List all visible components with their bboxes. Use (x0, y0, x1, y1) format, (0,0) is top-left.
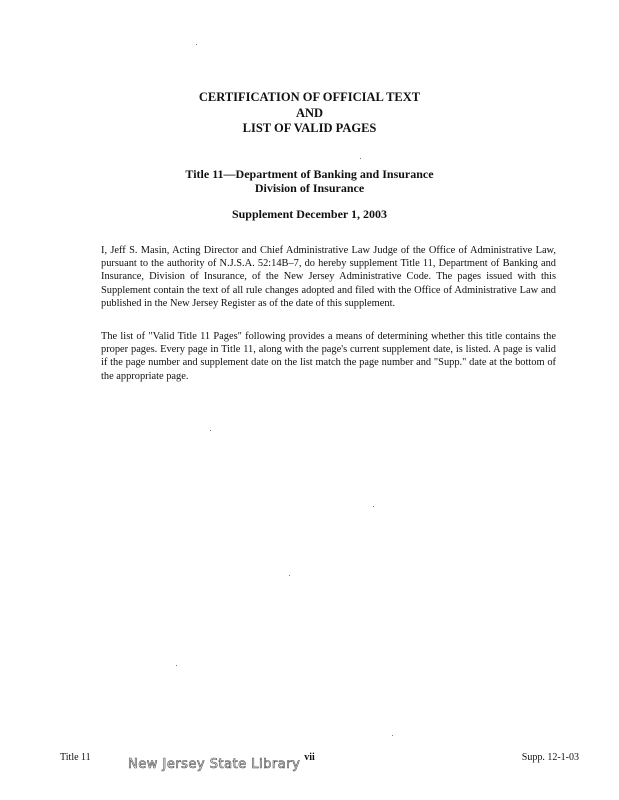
valid-pages-paragraph: The list of "Valid Title 11 Pages" following provides a means of determining whether this title contains the proper pages. Every page in Title 11, along with the page's current supplement date, is listed. A page is valid if the page number and supplement date on the list match the page number and "Supp." date at the bottom of the appropriate page. (101, 331, 556, 382)
title-heading (0, 167, 619, 195)
scan-speck (210, 430, 211, 431)
heading-line-3: LIST OF VALID PAGES (242, 121, 377, 135)
footer-title: Title 11 (60, 752, 91, 763)
scan-speck (373, 506, 374, 507)
certification-paragraph: I, Jeff S. Masin, Acting Director and Chief Administrative Law Judge of the Office of Administrative Law, pursuant to the authority of N.J.S.A. 52:14B–7, do hereby supplement Title 11, Department of Banking and Insurance, Division of Insurance, of the New Jersey Administrative Code. The pages issued with this Supplement contain the text of all rule changes adopted and filed with the Office of Administrative Law and published in the New Jersey Register as of the date of this supplement. (101, 245, 556, 309)
scan-speck (176, 665, 177, 666)
scan-speck (196, 44, 197, 45)
footer-page-number: vii (304, 752, 315, 763)
footer-supplement-date: Supp. 12-1-03 (521, 752, 579, 763)
heading-line-1: CERTIFICATION OF OFFICIAL TEXT (198, 90, 421, 104)
heading-line-2: AND (295, 105, 324, 120)
library-stamp: New Jersey State Library (128, 757, 301, 772)
scan-speck (289, 575, 290, 576)
certification-heading (0, 90, 619, 137)
title-line-1: Title 11—Department of Banking and Insurance (185, 167, 434, 181)
scan-speck (392, 735, 393, 736)
supplement-date: Supplement December 1, 2003 (231, 207, 388, 221)
scan-speck (360, 158, 361, 159)
title-line-2: Division of Insurance (254, 181, 365, 195)
